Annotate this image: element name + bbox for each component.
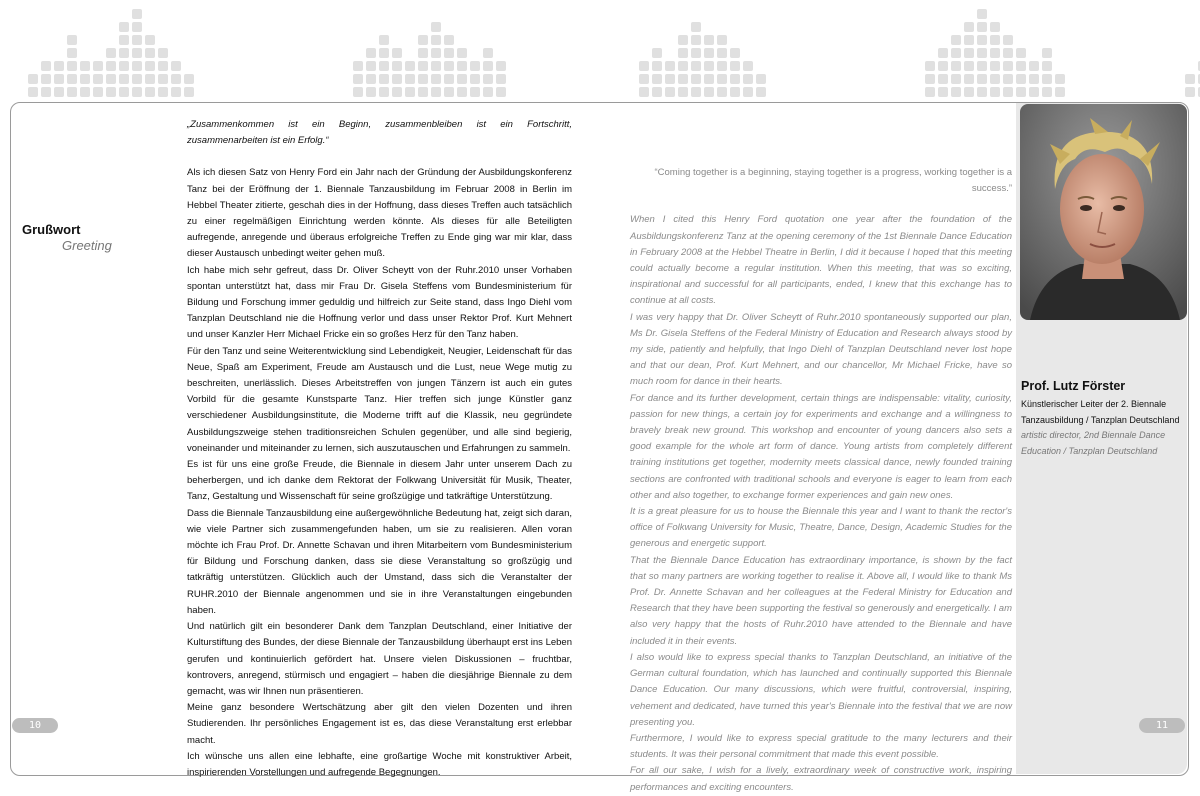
decorative-square — [80, 61, 90, 71]
decorative-square — [652, 87, 662, 97]
decorative-square — [925, 87, 935, 97]
german-paragraph: Für den Tanz und seine Weiterentwicklung sind Lebendigkeit, Neugier, Leidenschaft für das Neue, Spaß am Experiment, Freude am Austausch und die Lust, neue Wege mutig zu beschreiten, unerlässlich. Dieses Arbeitstreffen von jungen Tänzern ist auch ein gutes Vorbild für die gesamte Kunstsparte Tanz. Hier treffen sich junge Künstler ganz verschiedener Ausbildungsinstitute, die Moderne trifft auf die Klassik, neu gegründete Ausbildungszweige stehen traditionsreichen Schulen gegenüber, und alle sind begierig, voneinander und miteinander zu lernen, sich auszutauschen und Erfahrungen zu sammeln. — [187, 345, 572, 454]
decorative-square — [977, 74, 987, 84]
decorative-square — [678, 48, 688, 58]
decorative-square — [652, 74, 662, 84]
english-quote: “Coming together is a beginning, staying together is a progress, working together is a success.” — [654, 167, 1012, 195]
decorative-square — [67, 74, 77, 84]
decorative-square — [1003, 74, 1013, 84]
decorative-square — [990, 87, 1000, 97]
decorative-square — [431, 35, 441, 45]
decorative-square — [470, 74, 480, 84]
german-paragraph: Dass die Biennale Tanzausbildung eine außergewöhnliche Bedeutung hat, zeigt sich daran, wie viele Partner sich zusammengefunden haben, um sie zu realisieren. Allen voran möchte ich Frau Prof. Dr. Annette Schavan und ihren Mitarbeitern vom Bundesministerium für Bildung und Forschung danken, dass sie diese Veranstaltung so großzügig und tatkräftig unterstützen. Glücklich auch der Umstand, dass sich die Veranstalter der RUHR.2010 der Biennale angenommen und sie in ihre Veranstaltungen eingebunden haben. — [187, 507, 572, 616]
decorative-square — [106, 87, 116, 97]
decorative-square — [665, 74, 675, 84]
decorative-square — [119, 87, 129, 97]
decorative-square — [119, 61, 129, 71]
decorative-square — [704, 74, 714, 84]
decorative-square — [132, 61, 142, 71]
english-text-column — [630, 165, 1012, 796]
decorative-square — [41, 87, 51, 97]
decorative-square — [1016, 87, 1026, 97]
decorative-square — [1055, 74, 1065, 84]
english-paragraph: When I cited this Henry Ford quotation one year after the foundation of the Ausbildungskonferenz Tanz at the opening ceremony of the 1st Biennale Dance Education in February 2008 at the Hebbel Theatre in Berlin, I did it because I hoped that this meeting could actually become a regular institution. When this meeting, that was so exciting, inspirational and successful for all participants, ended, I knew that this exchange has to continue at all costs. — [630, 214, 1012, 307]
decorative-square — [405, 74, 415, 84]
decorative-square — [366, 61, 376, 71]
decorative-square — [678, 35, 688, 45]
german-paragraph: Meine ganz besondere Wertschätzung aber gilt den vielen Dozenten und ihren Studierenden. Ihr persönliches Engagement ist es, das diese Veranstaltung erst erlebbar macht. — [187, 702, 572, 746]
decorative-square — [132, 22, 142, 32]
decorative-square — [41, 74, 51, 84]
decorative-square — [171, 61, 181, 71]
decorative-square — [119, 22, 129, 32]
decorative-square — [1029, 74, 1039, 84]
decorative-square — [184, 74, 194, 84]
decorative-square — [704, 87, 714, 97]
decorative-square — [717, 87, 727, 97]
german-paragraph: Es ist für uns eine große Freude, die Biennale in diesem Jahr unter unserem Dach zu beherbergen, und ich danke dem Rektorat der Folkwang Universität für Musik, Theater, Tanz, Gestaltung und Wissenschaft für seine großzügige und tatkräftige Unterstützung. — [187, 459, 572, 503]
decorative-square — [145, 35, 155, 45]
decorative-square — [743, 87, 753, 97]
decorative-square — [990, 48, 1000, 58]
german-paragraph: Ich habe mich sehr gefreut, dass Dr. Oliver Scheytt von der Ruhr.2010 unser Vorhaben spontan unterstützt hat, dass mir Frau Dr. Gisela Steffens vom Bundesministerium für Bildung und Forschung immer geduldig und hilfreich zur Seite stand, dass Ingo Diehl vom Tanzplan Deutschland nie die Hoffnung verlor und dass unser Rektor Prof. Kurt Mehnert und unser Kanzler Herr Michael Fricke ein so großes Herz für den Tanz haben. — [187, 264, 572, 341]
decorative-square — [717, 74, 727, 84]
page-number-right: 11 — [1139, 718, 1185, 733]
decorative-square — [938, 74, 948, 84]
decorative-square — [431, 48, 441, 58]
decorative-square — [938, 48, 948, 58]
decorative-square — [1029, 87, 1039, 97]
decorative-square — [457, 61, 467, 71]
german-text-column — [187, 117, 572, 781]
decorative-square — [405, 87, 415, 97]
portrait-photo — [1020, 104, 1187, 320]
decorative-square — [28, 87, 38, 97]
decorative-square — [431, 22, 441, 32]
decorative-square — [106, 48, 116, 58]
decorative-square — [496, 61, 506, 71]
decorative-square — [418, 87, 428, 97]
decorative-square — [1003, 48, 1013, 58]
decorative-square — [119, 48, 129, 58]
decorative-square — [145, 48, 155, 58]
decorative-square — [431, 74, 441, 84]
decorative-square — [756, 87, 766, 97]
decorative-square — [483, 74, 493, 84]
german-quote: „Zusammenkommen ist ein Beginn, zusammenbleiben ist ein Fortschritt, zusammenarbeiten ist ein Erfolg.“ — [187, 119, 572, 147]
decorative-square — [1029, 61, 1039, 71]
decorative-square — [951, 48, 961, 58]
profile-name: Prof. Lutz Förster — [1021, 379, 1126, 393]
decorative-square — [145, 87, 155, 97]
decorative-square — [470, 61, 480, 71]
english-paragraph: That the Biennale Dance Education has extraordinary importance, is shown by the fact that so many partners are working together to realise it. Above all, I would like to thank Ms Prof. Dr. Annette Schavan and her colleagues at the Federal Ministry for Education and Research that they have been supporting the festival so generously and energetically. I am also very happy that the hosts of Ruhr.2010 have attended to the Biennale and have included it in their events. — [630, 554, 1012, 647]
decorative-square — [366, 48, 376, 58]
decorative-square — [1042, 48, 1052, 58]
decorative-square — [431, 61, 441, 71]
profile-role — [1021, 397, 1187, 459]
decorative-square — [743, 74, 753, 84]
decorative-square — [964, 74, 974, 84]
decorative-square — [977, 22, 987, 32]
decorative-square — [132, 48, 142, 58]
decorative-square — [977, 9, 987, 19]
decorative-square — [379, 35, 389, 45]
decorative-square — [639, 74, 649, 84]
decorative-square — [652, 48, 662, 58]
decorative-square — [1185, 87, 1195, 97]
decorative-square — [392, 87, 402, 97]
english-paragraph: I was very happy that Dr. Oliver Scheytt of Ruhr.2010 spontaneously supported our plan, Ms Dr. Gisela Steffens of the Federal Ministry of Education and Research always stood by my side, patiently and helpfully, that Ingo Diehl of Tanzplan Deutschland never lost hope and that our dean, Prof. Kurt Mehnert, and our chancellor, Mr Michael Fricke, have so much room for dance in their hearts. — [630, 311, 1012, 388]
decorative-square — [977, 35, 987, 45]
decorative-square — [366, 87, 376, 97]
decorative-square — [132, 35, 142, 45]
decorative-square — [67, 87, 77, 97]
decorative-square — [457, 48, 467, 58]
decorative-square — [54, 74, 64, 84]
decorative-square — [106, 61, 116, 71]
decorative-square — [405, 61, 415, 71]
page-number-left: 10 — [12, 718, 58, 733]
decorative-square — [639, 61, 649, 71]
decorative-square — [990, 74, 1000, 84]
german-paragraph: Als ich diesen Satz von Henry Ford ein Jahr nach der Gründung der Ausbildungskonferenz Tanz bei der Eröffnung der 1. Biennale Tanzausbildung im Februar 2008 in Berlin im Hebbel Theater zitierte, geschah dies in der Hoffnung, dass dieses Treffen auch tatsächlich zu einer regelmäßigen Einrichtung werden könnte. Als dieses für alle Beteiligten aufregende, anregende und überaus erfolgreiche Treffen zu Ende ging war mir klar, dass dieser Austausch unbedingt weiter gehen muß. — [187, 167, 572, 260]
decorative-square — [119, 35, 129, 45]
decorative-square — [730, 48, 740, 58]
decorative-square — [184, 87, 194, 97]
decorative-square — [977, 48, 987, 58]
decorative-square — [964, 61, 974, 71]
decorative-square — [418, 61, 428, 71]
decorative-square — [444, 74, 454, 84]
decorative-square — [132, 9, 142, 19]
decorative-square — [353, 61, 363, 71]
decorative-square — [990, 61, 1000, 71]
decorative-square — [145, 74, 155, 84]
decorative-square — [704, 61, 714, 71]
decorative-square — [678, 74, 688, 84]
decorative-square — [470, 87, 480, 97]
decorative-square — [444, 35, 454, 45]
decorative-square — [665, 87, 675, 97]
decorative-square — [678, 61, 688, 71]
section-subtitle: Greeting — [62, 238, 112, 253]
decorative-square — [457, 74, 467, 84]
decorative-square — [964, 35, 974, 45]
decorative-square — [457, 87, 467, 97]
decorative-square — [158, 74, 168, 84]
decorative-square — [951, 74, 961, 84]
decorative-square — [717, 35, 727, 45]
decorative-square — [1016, 74, 1026, 84]
decorative-square — [41, 61, 51, 71]
decorative-square — [418, 48, 428, 58]
decorative-square — [444, 48, 454, 58]
decorative-square — [938, 61, 948, 71]
decorative-square — [665, 61, 675, 71]
decorative-square — [444, 61, 454, 71]
decorative-square — [418, 74, 428, 84]
decorative-square — [80, 87, 90, 97]
decorative-square — [964, 87, 974, 97]
decorative-square — [28, 74, 38, 84]
decorative-square — [496, 87, 506, 97]
decorative-square — [717, 61, 727, 71]
decorative-square — [964, 48, 974, 58]
decorative-square — [392, 74, 402, 84]
decorative-square — [730, 74, 740, 84]
decorative-square — [704, 35, 714, 45]
decorative-square — [54, 87, 64, 97]
decorative-square — [756, 74, 766, 84]
decorative-square — [938, 87, 948, 97]
decorative-square — [1042, 87, 1052, 97]
decorative-square — [652, 61, 662, 71]
german-paragraph: Ich wünsche uns allen eine lebhafte, eine großartige Woche mit konstruktiver Arbeit, inspirierenden Vorstellungen und aufregende Begegnungen. — [187, 750, 572, 778]
decorative-square — [704, 48, 714, 58]
decorative-square — [132, 74, 142, 84]
decorative-square — [1003, 87, 1013, 97]
decorative-square — [158, 87, 168, 97]
decorative-square — [392, 61, 402, 71]
decorative-square — [67, 48, 77, 58]
decorative-square — [990, 35, 1000, 45]
decorative-square — [379, 48, 389, 58]
decorative-square — [145, 61, 155, 71]
decorative-square — [171, 87, 181, 97]
decorative-square — [1185, 74, 1195, 84]
decorative-square — [1055, 87, 1065, 97]
decorative-square — [483, 48, 493, 58]
decorative-square — [93, 87, 103, 97]
decorative-square — [990, 22, 1000, 32]
decorative-square — [730, 61, 740, 71]
german-paragraph: Und natürlich gilt ein besonderer Dank dem Tanzplan Deutschland, einer Initiative der Kulturstiftung des Bundes, der diese Biennale der Tanzausbildung überhaupt erst ins Leben gerufen und kontinuierlich gefördert hat. Unsere vielen Diskussionen – fruchtbar, kontrovers, anregend, stürmisch und engagiert – haben die diesjährige Biennale zu dem gemacht, was wir Ihnen nun präsentieren. — [187, 621, 572, 697]
decorative-square — [158, 48, 168, 58]
decorative-square — [483, 61, 493, 71]
decorative-square — [951, 61, 961, 71]
decorative-square — [691, 87, 701, 97]
decorative-square — [119, 74, 129, 84]
decorative-square — [951, 87, 961, 97]
decorative-square — [171, 74, 181, 84]
decorative-square — [483, 87, 493, 97]
decorative-square — [1003, 61, 1013, 71]
decorative-square — [132, 87, 142, 97]
english-paragraph: Furthermore, I would like to express special gratitude to the many lecturers and their students. It was their personal commitment that made this event possible. — [630, 732, 1012, 761]
decorative-square — [444, 87, 454, 97]
decorative-square — [353, 74, 363, 84]
decorative-square — [691, 22, 701, 32]
decorative-square — [925, 61, 935, 71]
section-title: Grußwort — [22, 222, 81, 237]
decorative-square — [54, 61, 64, 71]
decorative-square — [977, 87, 987, 97]
decorative-square — [431, 87, 441, 97]
decorative-square — [379, 74, 389, 84]
decorative-square-pattern — [0, 0, 1200, 110]
decorative-square — [951, 35, 961, 45]
decorative-square — [1003, 35, 1013, 45]
decorative-square — [977, 61, 987, 71]
decorative-square — [392, 48, 402, 58]
decorative-square — [1042, 74, 1052, 84]
decorative-square — [717, 48, 727, 58]
decorative-square — [418, 35, 428, 45]
decorative-square — [1042, 61, 1052, 71]
decorative-square — [691, 35, 701, 45]
decorative-square — [691, 74, 701, 84]
decorative-square — [67, 35, 77, 45]
decorative-square — [639, 87, 649, 97]
decorative-square — [379, 61, 389, 71]
decorative-square — [925, 74, 935, 84]
decorative-square — [80, 74, 90, 84]
decorative-square — [366, 74, 376, 84]
profile-role-english: artistic director, 2nd Biennale Dance Education / Tanzplan Deutschland — [1021, 430, 1166, 456]
decorative-square — [691, 61, 701, 71]
decorative-square — [106, 74, 116, 84]
english-paragraph: For all our sake, I wish for a lively, extraordinary week of constructive work, inspiring performances and exciting encounters. — [630, 765, 1012, 793]
decorative-square — [691, 48, 701, 58]
decorative-square — [678, 87, 688, 97]
decorative-square — [964, 22, 974, 32]
decorative-square — [379, 87, 389, 97]
decorative-square — [1016, 48, 1026, 58]
decorative-square — [496, 74, 506, 84]
decorative-square — [67, 61, 77, 71]
english-paragraph: For dance and its further development, certain things are indispensable: vitality, curiosity, passion for new things, a certain joy for experiments and exchange and a willingness to bravely break new ground. This workshop and encounter of young dancers also sets a good example for the whole art form of dance. Young artists from completely different training institutions get together, modernity meets classical dance, newly founded training sections are confronted with traditional schools and everyone is eager to learn from each other and also together, to exchange former experiences and gain new ones. — [630, 392, 1012, 501]
profile-role-german: Künstlerischer Leiter der 2. Biennale Tanzausbildung / Tanzplan Deutschland — [1021, 399, 1180, 425]
decorative-square — [93, 61, 103, 71]
decorative-square — [158, 61, 168, 71]
decorative-square — [353, 87, 363, 97]
decorative-square — [1016, 61, 1026, 71]
decorative-square — [730, 87, 740, 97]
decorative-square — [743, 61, 753, 71]
english-paragraph: I also would like to express special thanks to Tanzplan Deutschland, an initiative of the German cultural foundation, which has launched and continually supported this Biennale Dance Education. Our many discussions, which were fruitful, controversial, inspiring, vehement and dedicated, have turned this year's Biennale into the festival that we are now presenting you. — [630, 651, 1012, 728]
decorative-square — [93, 74, 103, 84]
english-paragraph: It is a great pleasure for us to house the Biennale this year and I want to thank the rector's office of Folkwang University for Music, Theatre, Dance, Design, Academic Studies for the generous and energetic support. — [630, 506, 1012, 550]
